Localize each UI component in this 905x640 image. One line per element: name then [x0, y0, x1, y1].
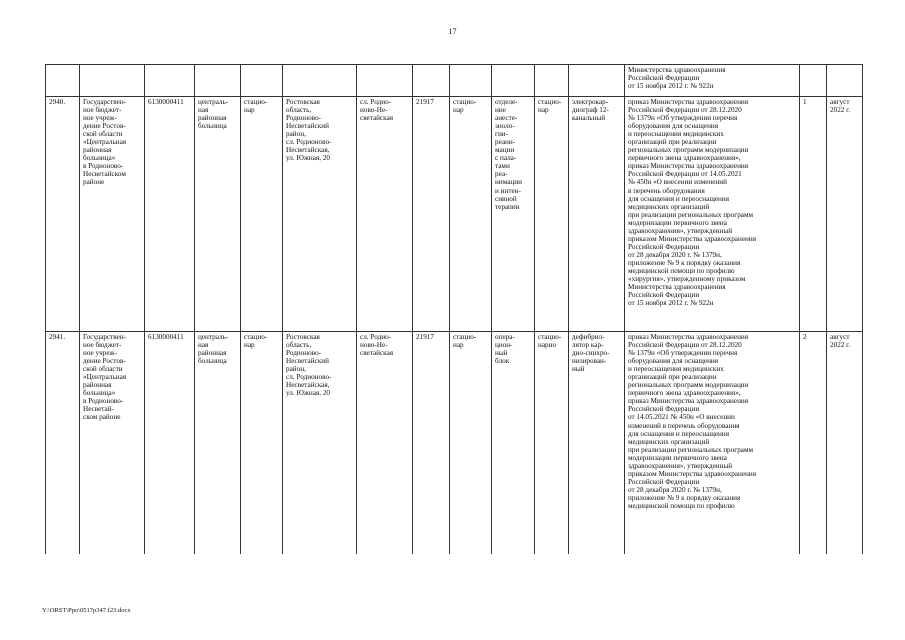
regulation-cell: Министерства здравоохранения Российской Федерации от 15 ноября 2012 г. № 922н — [625, 65, 800, 97]
care-condition-2: стацио- нар — [450, 332, 492, 555]
table-row — [46, 65, 863, 97]
quantity: 2 — [800, 332, 827, 555]
zip-code: 21917 — [413, 332, 450, 555]
regulation-cell: приказ Министерства здравоохранения Российской Федерации от 28.12.2020 № 1379н «Об утверждении перечня оборудования для оснащения и переоснащения медицинских организаций при реализации региональных программ модернизации первичного звена здравоохранения», приказ Министерства здравоохранения Российской Федерации от 14.05.2021 № 450н «О внесении изменений в перечень оборудования для оснащения и переоснащения медицинских организаций при реализации региональных программ модернизации первичного звена здравоохранения», утвержденный приказом Министерства здравоохранения Российской Федерации от 28 декабря 2020 г. № 1379н, приложение № 9 к порядку оказания медицинской помощи по профилю — [625, 332, 800, 555]
row-number: 2941. — [46, 332, 80, 555]
quantity: 1 — [800, 97, 827, 332]
care-condition-3: стацио- нар — [535, 97, 569, 332]
page-number: 17 — [448, 27, 457, 36]
organization-code: 6130000411 — [145, 97, 195, 332]
care-condition: стацио- нар — [241, 97, 283, 332]
care-condition-3: стацио- нарно — [535, 332, 569, 555]
organization-code: 6130000411 — [145, 332, 195, 555]
address: Ростовская область, Родионово- Несветайский район, сл. Родионово- Несветайская, ул. Южная, 20 — [283, 332, 357, 555]
organization-type: централь- ная районная больница — [195, 97, 241, 332]
settlement: сл. Родио- ново-Не- светайская — [357, 332, 413, 555]
organization-type: централь- ная районная больница — [195, 332, 241, 555]
address: Ростовская область, Родионово- Несветайский район, сл. Родионово- Несветайская, ул. Южная, 20 — [283, 97, 357, 332]
equipment-name: электрокар- диограф 12- канальный — [569, 97, 625, 332]
equipment-name: дефибрил- лятор кар- дио-синхро- низирован- ный — [569, 332, 625, 555]
table-row — [46, 332, 863, 555]
care-condition-2: стацио- нар — [450, 97, 492, 332]
footer-file-path: Y:\ORST\Ppo\0517p347.f23.docx — [42, 607, 131, 614]
department: отделе- ние анесте- зиоло- гии- реани- мации с пала- тами реа- нимации и интен- сивной терапии — [492, 97, 535, 332]
organization-name: Государствен- ное бюджет- ное учреж- дение Ростов- ской области «Центральная районная больница» в Родионово- Несветайском районе — [80, 97, 145, 332]
settlement: сл. Родио- ново-Не- светайская — [357, 97, 413, 332]
equipment-table — [45, 64, 863, 554]
delivery-date: август 2022 г. — [827, 97, 863, 332]
care-condition: стацио- нар — [241, 332, 283, 555]
regulation-cell: приказ Министерства здравоохранения Российской Федерации от 28.12.2020 № 1379н «Об утверждении перечня оборудования для оснащения и переоснащения медицинских организаций при реализации региональных программ модернизации первичного звена здравоохранения», приказ Министерства здравоохранения Российской Федерации от 14.05.2021 № 450н «О внесении изменений в перечень оборудования для оснащения и переоснащения медицинских организаций при реализации региональных программ модернизации первичного звена здравоохранения», утвержденный приказом Министерства здравоохранения Российской Федерации от 28 декабря 2020 г. № 1379н, приложение № 9 к порядку оказания медицинской помощи по профилю «хирургия», утвержденному приказом Министерства здравоохранения Российской Федерации от 15 ноября 2012 г. № 922н — [625, 97, 800, 332]
table-row — [46, 97, 863, 332]
department: опера- цион- ный блок — [492, 332, 535, 555]
zip-code: 21917 — [413, 97, 450, 332]
row-number: 2940. — [46, 97, 80, 332]
delivery-date: август 2022 г. — [827, 332, 863, 555]
organization-name: Государствен- ное бюджет- ное учреж- дение Ростов- ской области «Центральная районная больница» в Родионово- Несветай- ском районе — [80, 332, 145, 555]
